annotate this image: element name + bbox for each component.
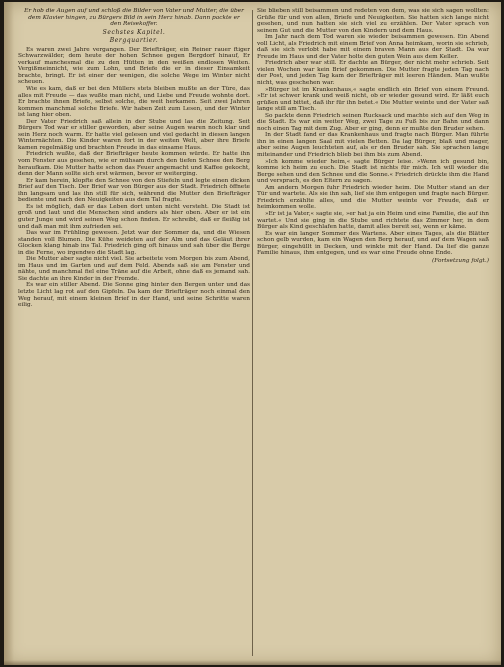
left-column [18,8,250,658]
chapter-subheading: Bergquartier. [109,37,159,45]
page-bottom-shadow [4,660,501,665]
paragraph: Es war ein stiller Abend. Die Sonne ging hinter den Bergen unter und das letzte Licht lag rot auf den Gipfeln. Da kam der Briefträger noch einmal den Weg herauf, mit einem kleinen Brief in der Hand, und seine Schritte waren eilig. [18,282,250,309]
paragraph: Es war ein langer Sommer des Wartens. Aber eines Tages, als die Blätter schon gelb wurden, kam ein Wagen den Berg herauf, und auf dem Wagen saß Bürger, eingehüllt in Decken, und winkte mit der Hand. Da lief die ganze Familie hinaus, ihm entgegen, und es war eine Freude ohne Ende. [257,230,489,257]
paragraph: In der Stadt fand er das Krankenhaus und fragte nach Bürger. Man führte ihn in einen langen Saal mit vielen Betten. Da lag Bürger, blaß und mager, aber seine Augen leuchteten auf, als er den Bruder sah. Sie sprachen lange miteinander und Friedrich blieb bei ihm bis zum Abend. [257,132,489,159]
paragraph: So packte denn Friedrich seinen Rucksack und machte sich auf den Weg in die Stadt. Es war ein weiter Weg, zwei Tage zu Fuß bis zur Bahn und dann noch einen Tag mit dem Zug. Aber er ging, denn er mußte den Bruder sehen. [257,112,489,132]
newspaper-page [4,2,501,665]
page-binding-shadow [4,2,14,665]
paragraph: Im Jahr nach dem Tod waren sie wieder beisammen gewesen. Ein Abend voll Licht, als Friedrich mit einem Brief von Anna heimkam, worin sie schrieb, daß sie sich verlobt habe mit einem braven Mann aus der Stadt. Da war Freude im Haus und der Vater holte den guten Wein aus dem Keller. [257,34,489,60]
paragraph: Der Vater Friedrich saß allein in der Stube und las die Zeitung. Seit Bürgers Tod war er stiller geworden, aber seine Augen waren noch klar und sein Herz noch warm. Er hatte viel gelesen und viel gedacht in diesen langen Winternächten. Die Kinder waren fort in der weiten Welt, aber ihre Briefe kamen regelmäßig und brachten Freude in das einsame Haus. [18,118,250,151]
paragraph: Das war im Frühling gewesen. Jetzt war der Sommer da, und die Wiesen standen voll Blumen. Die Kühe weideten auf der Alm und das Geläut ihrer Glocken klang hinab ins Tal. Friedrich ging oft hinaus und sah über die Berge in die Ferne, wo irgendwo die Stadt lag. [18,230,250,256]
paragraph: Sie blieben still beisammen und redeten von dem, was sie sich sagen wollten: Grüße für und von allen, Briefe und Neuigkeiten. Sie hatten sich lange nicht gesehen, und nun hatten sie sich viel zu erzählen. Der Vater sprach von seinem Gut und die Mutter von den Kindern und dem Haus. [257,8,489,34]
continuation-note: (Fortsetzung folgt.) [431,257,489,264]
chapter-intro: Er hob die Augen auf und schloß die Bilder von Vater und Mutter, die über dem Klavier hingen, zu Bürgers Bild in sein Herz hinab. Dann packte er den Reisekoffer. [24,8,244,28]
paragraph: »Er ist ja Vater,« sagte sie, »er hat ja ein Heim und eine Familie, die auf ihn wartet.« Und sie ging in die Stube und richtete das Zimmer her, in dem Bürger als Kind geschlafen hatte, damit alles bereit sei, wenn er käme. [257,210,489,231]
paragraph: Es waren zwei Jahre vergangen. Der Briefträger, ein Reiner rauer ftiger Schwarzwälder, dem heute der hohen Schnee gegen Bergdorf hinauf, Er verkauf manchesmal die zu den Hütten in den weißen endlosen Weiten. Vergißmeinnicht, wie zum Lohn, und Briefe die er in dieser Einsamkeit brachte, bringt. Er ist einer der wenigen, die solche Wege im Winter nicht scheuen. [18,46,250,86]
paragraph: Er kam herein, klopfte den Schnee von den Stiefeln und legte einen dicken Brief auf den Tisch. Der Brief war von Bürger aus der Stadt. Friedrich öffnete ihn langsam und las ihn still für sich, während die Mutter den Briefträger bediente und nach den Neuigkeiten aus dem Tal fragte. [18,177,250,204]
chapter-heading: Sechstes Kapitel. [102,28,166,36]
paragraph: Am andern Morgen fuhr Friedrich wieder heim. Die Mutter stand an der Tür und wartete. Als sie ihn sah, lief sie ihm entgegen und fragte nach Bürger. Friedrich erzählte alles, und die Mutter weinte vor Freude, daß er heimkommen wolle. [257,184,489,211]
paragraph: »Ich komme wieder heim,« sagte Bürger leise. »Wenn ich gesund bin, komme ich heim zu euch. Die Stadt ist nichts für mich. Ich will wieder die Berge sehen und den Schnee und die Sonne.« Friedrich drückte ihm die Hand und versprach, es den Eltern zu sagen. [257,158,489,185]
paragraph: Die Mutter aber sagte nicht viel. Sie arbeitete vom Morgen bis zum Abend, im Haus und im Garten und auf dem Feld. Abends saß sie am Fenster und nähte, und manchmal fiel eine Träne auf die Arbeit, ohne daß es jemand sah. Sie dachte an ihre Kinder in der Fremde. [18,256,250,282]
paragraph: Wie es kam, daß er bei den Müllers stets bleiben mußte an der Türe, das alles mit Freude — das wußte man nicht, und Liebe und Freude wohnte dort. Er brachte ihnen Briefe, selbst solche, die weit herkamen. Seit zwei Jahren kommen manchmal solche Briefe. Wir haben Zeit zum Lesen, und der Winter ist lang hier oben. [18,86,250,119]
paragraph: Es ist möglich, daß er das Leben dort unten nicht versteht. Die Stadt ist groß und laut und die Menschen sind anders als hier oben. Aber er ist ein guter Junge und wird seinen Weg schon finden. Er schreibt, daß er fleißig ist und daß man mit ihm zufrieden sei. [18,203,250,230]
paragraph: »Bürger ist im Krankenhaus,« sagte endlich ein Brief von einem Freund. »Er ist schwer krank und weiß nicht, ob er wieder gesund wird. Er läßt euch grüßen und bittet, daß ihr für ihn betet.« Die Mutter weinte und der Vater saß lange still am Tisch. [257,86,489,113]
column-divider [252,10,253,656]
paragraph: Friedrich aber war still. Er dachte an Bürger, der nicht mehr schrieb. Seit vielen Wochen war kein Brief gekommen. Die Mutter fragte jeden Tag nach der Post, und jeden Tag kam der Briefträger mit leeren Händen. Man wußte nicht, was geschehen war. [257,60,489,87]
paragraph: Friedrich wußte, daß der Briefträger heute kommen würde. Er hatte ihn vom Fenster aus gesehen, wie er mühsam durch den tiefen Schnee den Berg heraufkam. Die Mutter hatte schon das Feuer angemacht und Kaffee gekocht, denn der Mann sollte sich erst wärmen, bevor er weiterging. [18,151,250,178]
right-column [257,8,489,658]
